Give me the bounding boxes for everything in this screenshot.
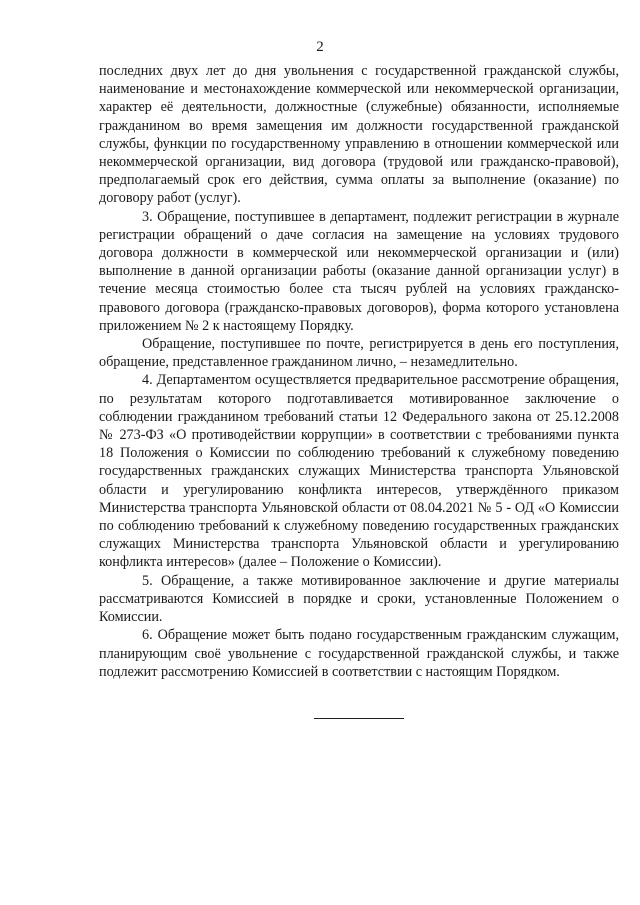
end-of-document-rule xyxy=(314,718,404,719)
paragraph-item-6: 6. Обращение может быть подано государственным гражданским служащим, планирующим своё увольнение с государственной гражданской службы, и также подлежит рассмотрению Комиссией в соответствии с настоящим Порядком. xyxy=(99,627,619,680)
paragraph-item-4: 4. Департаментом осуществляется предварительное рассмотрение обращения, по результатам которого подготавливается мотивированное заключение о соблюдении гражданином требований статьи 12 Федерального закона от 25.12.2008 № 273-ФЗ «О противодействии коррупции» в соответствии с требованиями пункта 18 Положения о Комиссии по соблюдению требований к служебному поведению государственных гражданских служащих Министерства транспорта Ульяновской области и урегулированию конфликта интересов, утверждённого приказом Министерства транспорта Ульяновской области от 08.04.2021 № 5 - ОД «О Комиссии по соблюдению требований к служебному поведению государственных гражданских служащих Министерства транспорта Ульяновской области и урегулированию конфликта интересов» (далее – Положение о Комиссии). xyxy=(99,372,619,571)
paragraph-mail-registration: Обращение, поступившее по почте, регистрируется в день его поступления, обращение, представленное гражданином лично, – незамедлительно. xyxy=(99,336,619,371)
paragraph-continuation: последних двух лет до дня увольнения с государственной гражданской службы, наименование и местонахождение коммерческой или некоммерческой организации, характер её деятельности, должностные (служебные) обязанности, исполняемые гражданином во время замещения им должности государственной гражданской службы, функции по государственному управлению в отношении коммерческой или некоммерческой организации, вид договора (трудовой или гражданско-правовой), предполагаемый срок его действия, сумма оплаты за выполнение (оказание) по договору работ (услуг). xyxy=(99,63,619,207)
paragraph-item-5: 5. Обращение, а также мотивированное заключение и другие материалы рассматриваются Комиссией в порядке и сроки, установленные Положением о Комиссии. xyxy=(99,572,619,626)
page-number: 2 xyxy=(316,39,324,55)
paragraph-item-3: 3. Обращение, поступившее в департамент, подлежит регистрации в журнале регистрации обращений о даче согласия на замещение на условиях трудового договора должности в коммерческой или некоммерческой организации и (или) выполнение в данной организации работы (оказание данной организации услуг) в течение месяца стоимостью более ста тысяч рублей на условиях гражданско-правового договора (гражданско-правовых договоров), форма которого установлена приложением № 2 к настоящему Порядку. xyxy=(99,208,619,334)
document-body xyxy=(99,62,619,681)
